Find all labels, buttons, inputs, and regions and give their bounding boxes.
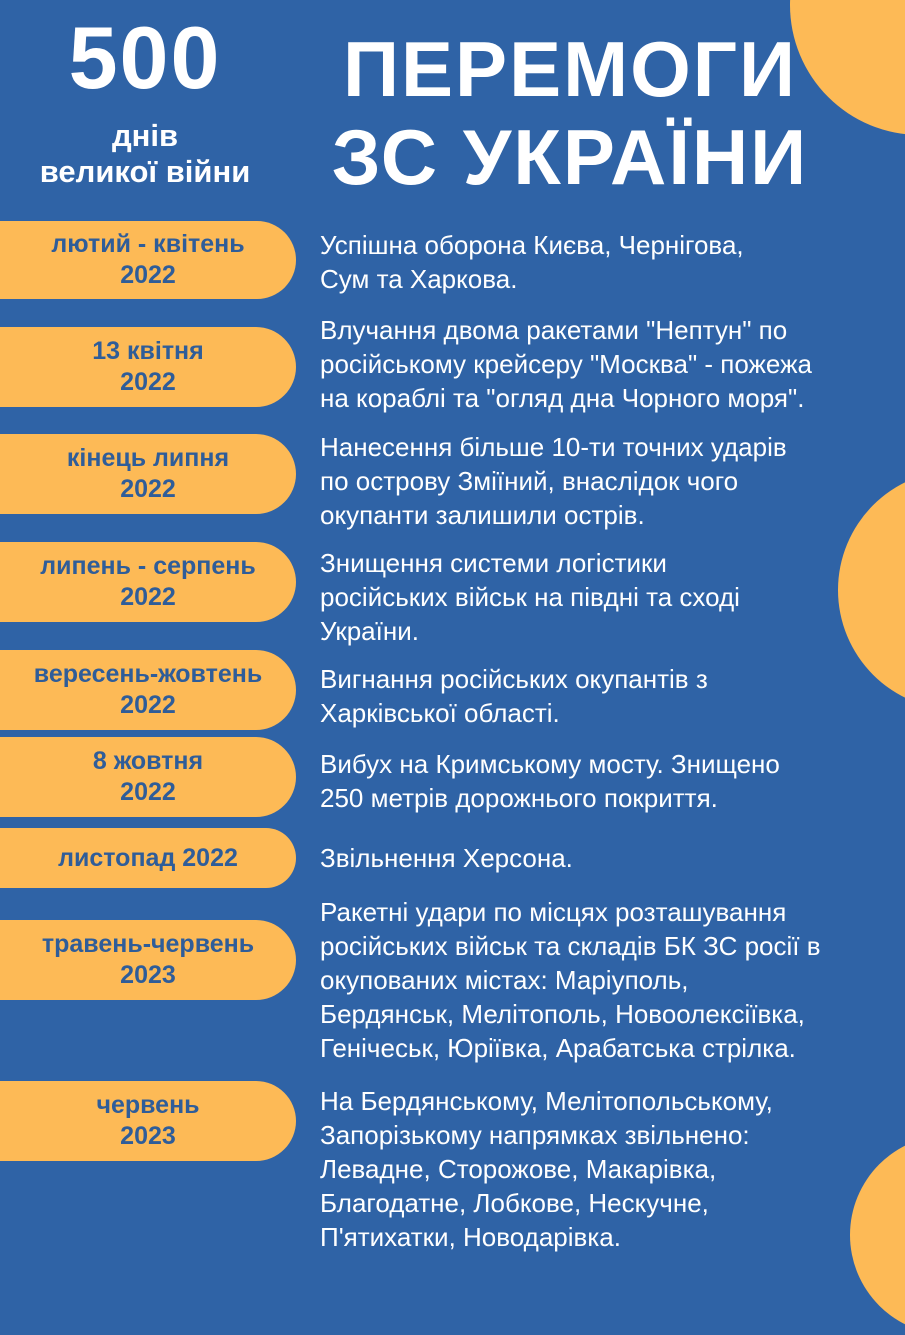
event-description: Нанесення більше 10-ти точних ударів по острову Зміїний, внаслідок чого окупанти залишили острів.	[320, 432, 787, 530]
event-date: листопад 2022	[0, 828, 296, 888]
event-date: лютий - квітень 2022	[0, 221, 296, 299]
event-date: липень - серпень 2022	[0, 542, 296, 622]
event-description: Вигнання російських окупантів з Харківської області.	[320, 664, 708, 728]
days-subtitle: днів великої війни	[39, 118, 251, 189]
days-count: 500	[68, 8, 222, 107]
event-description: Успішна оборона Києва, Чернігова, Сум та Харкова.	[320, 230, 744, 294]
page-title: ПЕРЕМОГИ ЗС УКРАЇНИ	[331, 25, 809, 201]
event-description: Знищення системи логістики російських військ на півдні та сході України.	[320, 548, 740, 646]
event-date: 13 квітня 2022	[0, 327, 296, 407]
event-date: кінець липня 2022	[0, 434, 296, 514]
event-description: Влучання двома ракетами "Нептун" по російському крейсеру "Москва" - пожежа на кораблі та "огляд дна Чорного моря".	[320, 315, 812, 413]
event-date: травень-червень 2023	[0, 920, 296, 1000]
event-date: вересень-жовтень 2022	[0, 650, 296, 730]
event-date: червень 2023	[0, 1081, 296, 1161]
event-description: На Бердянському, Мелітопольському, Запорізькому напрямках звільнено: Левадне, Сторожове, Макарівка, Благодатне, Лобкове, Нескучне, П'ятихатки, Новодарівка.	[320, 1086, 773, 1252]
event-description: Звільнення Херсона.	[320, 843, 573, 873]
event-description: Вибух на Кримському мосту. Знищено 250 метрів дорожнього покриття.	[320, 749, 780, 813]
event-description: Ракетні удари по місцях розташування російських військ та складів БК ЗС росії в окупованих містах: Маріуполь, Бердянськ, Мелітополь, Новоолексіївка, Генічеськ, Юріївка, Арабатська стрілка.	[320, 897, 821, 1063]
event-date: 8 жовтня 2022	[0, 737, 296, 817]
